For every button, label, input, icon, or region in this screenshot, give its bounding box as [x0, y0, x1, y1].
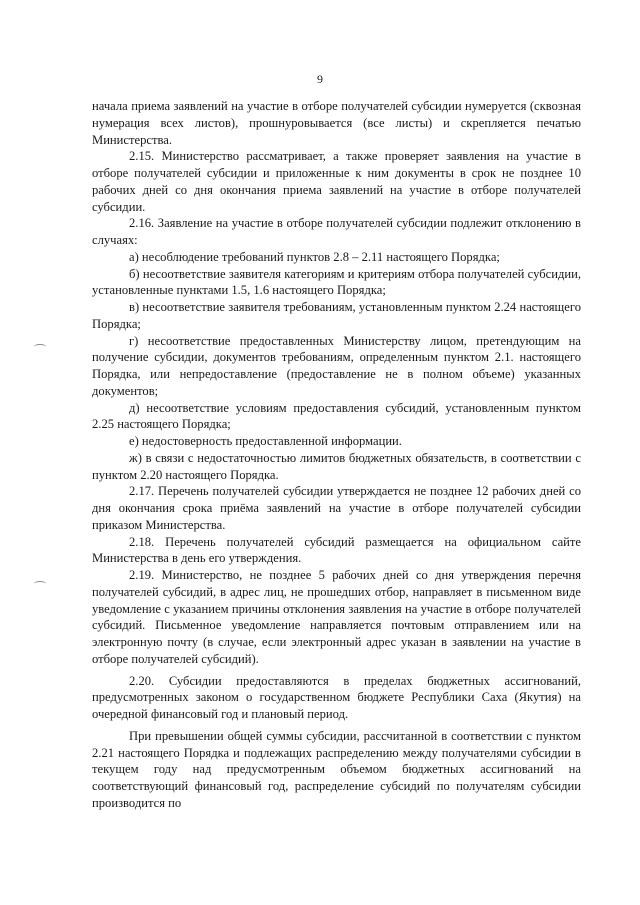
list-item-d: д) несоответствие условиям предоставления субсидий, установленным пунктом 2.25 настоящего Порядка; [92, 400, 581, 432]
list-item-zh: ж) в связи с недостаточностью лимитов бюджетных обязательств, в соответствии с пунктом 2.20 настоящего Порядка. [92, 450, 581, 482]
page-number: 9 [317, 72, 323, 86]
list-item-b: б) несоответствие заявителя категориям и критериям отбора получателей субсидии, установленные пунктами 1.5, 1.6 настоящего Порядка; [92, 266, 581, 298]
margin-mark [34, 344, 46, 349]
list-item-v: в) несоответствие заявителя требованиям, установленным пунктом 2.24 настоящего Порядка; [92, 300, 581, 331]
margin-mark [34, 581, 46, 586]
list-item-g: г) несоответствие предоставленных Министерству лицом, претендующим на получение субсидии, документов требованиям, определенным пунктом 2.1. настоящего Порядка, или непредоставление (предоставление не в полном объеме) указанных документов; [92, 333, 581, 398]
document-body [92, 98, 581, 812]
paragraph-2-20: 2.20. Субсидии предоставляются в пределах бюджетных ассигнований, предусмотренных законом о государственном бюджете Республики Саха (Якутия) на очередной финансовый год и плановый период. [92, 673, 581, 721]
paragraph-continuation: начала приема заявлений на участие в отборе получателей субсидии нумеруется (сквозная нумерация всех листов), прошнуровывается (все листы) и скрепляется печатью Министерства. [92, 99, 581, 147]
paragraph-2-16: 2.16. Заявление на участие в отборе получателей субсидии подлежит отклонению в случаях: [92, 216, 581, 247]
paragraph-2-17: 2.17. Перечень получателей субсидии утверждается не позднее 12 рабочих дней со дня окончания срока приёма заявлений на участие в отборе получателей субсидии приказом Министерства. [92, 484, 581, 532]
paragraph-2-15: 2.15. Министерство рассматривает, а также проверяет заявления на участие в отборе получателей субсидии и приложенные к ним документы в срок не позднее 10 рабочих дней со дня окончания приема заявлений на участие в отборе получателей субсидии. [92, 149, 581, 214]
list-item-e: е) недостоверность предоставленной информации. [129, 434, 402, 448]
list-item-a: а) несоблюдение требований пунктов 2.8 – 2.11 настоящего Порядка; [129, 249, 500, 264]
paragraph-2-18: 2.18. Перечень получателей субсидий размещается на официальном сайте Министерства в день его утверждения. [92, 534, 581, 566]
paragraph-2-19: 2.19. Министерство, не позднее 5 рабочих дней со дня утверждения перечня получателей субсидий, в адрес лиц, не прошедших отбор, направляет в письменном виде уведомление с указанием причины отклонения заявления на участие в отборе получателей субсидий. Письменное уведомление направляется почтовым отправлением или на электронную почту (в случае, если электронный адрес указан в заявлении на участие в отборе получателей субсидий). [92, 568, 581, 666]
paragraph-subsidy-distribution: При превышении общей суммы субсидии, рассчитанной в соответствии с пунктом 2.21 настоящего Порядка и подлежащих распределению между получателями субсидии в текущем году над предусмотренным объемом бюджетных ассигнований на соответствующий финансовый год, распределение субсидий по получателям субсидии производится по [92, 728, 581, 810]
